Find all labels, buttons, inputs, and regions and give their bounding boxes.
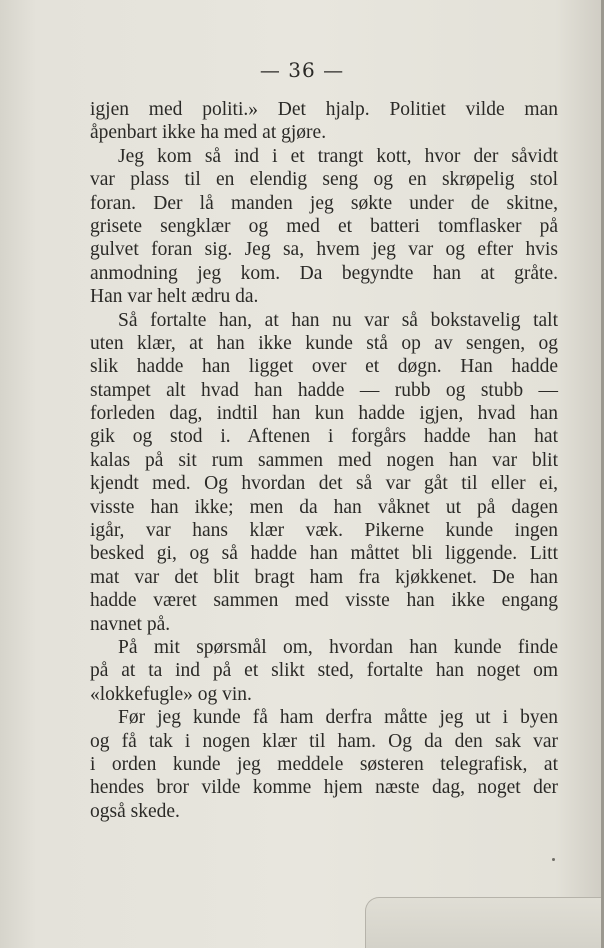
body-text xyxy=(90,98,558,823)
text-line: Han var helt ædru da. xyxy=(90,286,259,308)
text-line: stampet alt hvad han hadde — rubb og stubb — xyxy=(90,379,558,401)
text-line: Jeg kom så ind i et trangt kott, hvor der såvidt xyxy=(118,145,558,167)
text-line: Så fortalte han, at han nu var så bokstavelig talt xyxy=(118,309,558,331)
paragraph xyxy=(90,145,558,309)
text-line: kjendt med. Og hvordan det så var gåt til eller ei, xyxy=(90,473,558,495)
page-corner-fold xyxy=(365,897,601,948)
text-line: igår, var hans klær væk. Pikerne kunde ingen xyxy=(90,520,558,542)
text-line: visste han ikke; men da han våknet ut på dagen xyxy=(90,496,558,518)
text-line: foran. Der lå manden jeg søkte under de skitne, xyxy=(90,192,558,214)
text-line: Før jeg kunde få ham derfra måtte jeg ut i byen xyxy=(118,707,558,729)
text-line: kalas på sit rum sammen med nogen han var blit xyxy=(90,449,558,471)
text-line: og få tak i nogen klær til ham. Og da den sak var xyxy=(90,730,558,752)
page-number: — 36 — xyxy=(259,58,345,82)
text-line: anmodning jeg kom. Da begyndte han at gråte. xyxy=(90,262,558,284)
text-line: mat var det blit bragt ham fra kjøkkenet. De han xyxy=(90,566,558,588)
paragraph xyxy=(90,309,558,636)
paragraph xyxy=(90,636,558,706)
paragraph xyxy=(90,98,558,145)
text-line: navnet på. xyxy=(90,613,171,635)
text-line: åpenbart ikke ha med at gjøre. xyxy=(90,122,327,144)
text-line: igjen med politi.» Det hjalp. Politiet vilde man xyxy=(90,99,558,120)
ink-speck xyxy=(552,858,555,861)
text-line: grisete sengklær og med et batteri tomflasker på xyxy=(90,215,558,237)
text-line: besked gi, og så hadde han måttet bli liggende. Litt xyxy=(90,543,558,565)
text-line: hendes bror vilde komme hjem næste dag, noget der xyxy=(90,777,558,799)
text-line: gulvet foran sig. Jeg sa, hvem jeg var og efter hvis xyxy=(90,239,558,261)
paragraph xyxy=(90,706,558,823)
text-line: «lokkefugle» og vin. xyxy=(90,683,252,705)
text-line: gik og stod i. Aftenen i forgårs hadde han hat xyxy=(90,426,558,448)
text-line: forleden dag, indtil han kun hadde igjen, hvad han xyxy=(90,403,558,425)
text-line: hadde været sammen med visste han ikke engang xyxy=(90,590,558,612)
text-line: uten klær, at han ikke kunde stå op av sengen, og xyxy=(90,332,558,354)
text-line: På mit spørsmål om, hvordan han kunde finde xyxy=(118,636,558,658)
text-line: også skede. xyxy=(90,800,180,822)
text-line: slik hadde han ligget over et døgn. Han hadde xyxy=(90,356,558,378)
text-line: i orden kunde jeg meddele søsteren telegrafisk, at xyxy=(90,753,558,775)
text-line: på at ta ind på et slikt sted, fortalte han noget om xyxy=(90,660,558,682)
text-line: var plass til en elendig seng og en skrøpelig stol xyxy=(90,169,558,191)
